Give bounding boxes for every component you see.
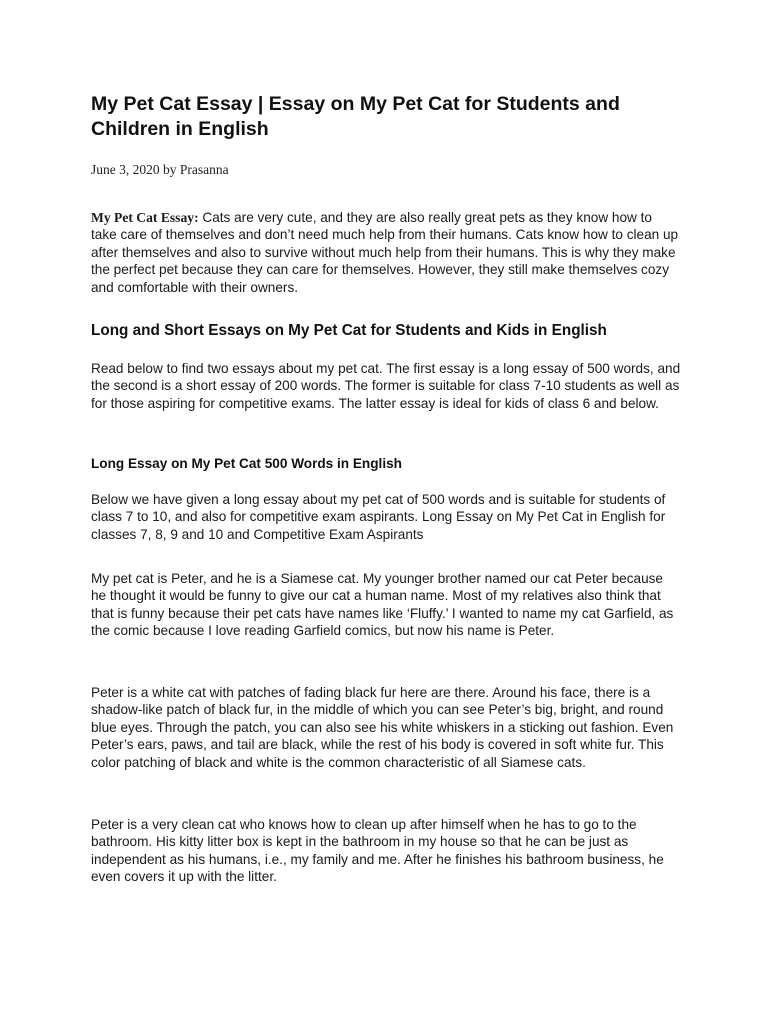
section-paragraph: Read below to find two essays about my pet cat. The first essay is a long essay of 500 words, and the second is a short essay of 200 words. The former is suitable for class 7-10 students as well as for those aspiring for competitive exams. The latter essay is ideal for kids of class 6 and below.	[91, 361, 681, 411]
body-paragraph-1: Below we have given a long essay about my pet cat of 500 words and is suitable for students of class 7 to 10, and also for competitive exam aspirants. Long Essay on My Pet Cat in English for classes 7, 8, 9 and 10 and Competitive Exam Aspirants	[91, 492, 666, 542]
subsection-heading: Long Essay on My Pet Cat 500 Words in English	[91, 456, 402, 471]
article-title: My Pet Cat Essay | Essay on My Pet Cat for Students and Children in English	[91, 93, 620, 140]
body-paragraph-3: Peter is a white cat with patches of fading black fur here are there. Around his face, there is a shadow-like patch of black fur, in the middle of which you can see Peter’s big, bright, and round blue eyes. Through the patch, you can also see his white whiskers in a sticking out fashion. Even Peter’s ears, paws, and tail are black, while the rest of his body is covered in soft white fur. This color patching of black and white is the common characteristic of all Siamese cats.	[91, 685, 674, 770]
article-byline: June 3, 2020 by Prasanna	[91, 162, 229, 177]
intro-label: My Pet Cat Essay:	[91, 210, 199, 225]
intro-text: Cats are very cute, and they are also really great pets as they know how to take care of themselves and don’t need much help from their humans. Cats know how to clean up after themselves and also to survive without much help from their humans. This is why they make the perfect pet because they can care for themselves. However, they still make themselves cozy and comfortable with their owners.	[91, 210, 679, 295]
body-paragraph-2: My pet cat is Peter, and he is a Siamese cat. My younger brother named our cat Peter because he thought it would be funny to give our cat a human name. Most of my relatives also think that that is funny because their pet cats have names like ‘Fluffy.’ I wanted to name my cat Garfield, as the comic because I love reading Garfield comics, but now his name is Peter.	[91, 571, 674, 639]
body-paragraph-4: Peter is a very clean cat who knows how to clean up after himself when he has to go to the bathroom. His kitty litter box is kept in the bathroom in my house so that he can be just as independent as his humans, i.e., my family and me. After he finishes his bathroom business, he even covers it up with the litter.	[91, 817, 664, 885]
intro-paragraph	[91, 209, 681, 296]
section-heading: Long and Short Essays on My Pet Cat for Students and Kids in English	[91, 322, 607, 339]
